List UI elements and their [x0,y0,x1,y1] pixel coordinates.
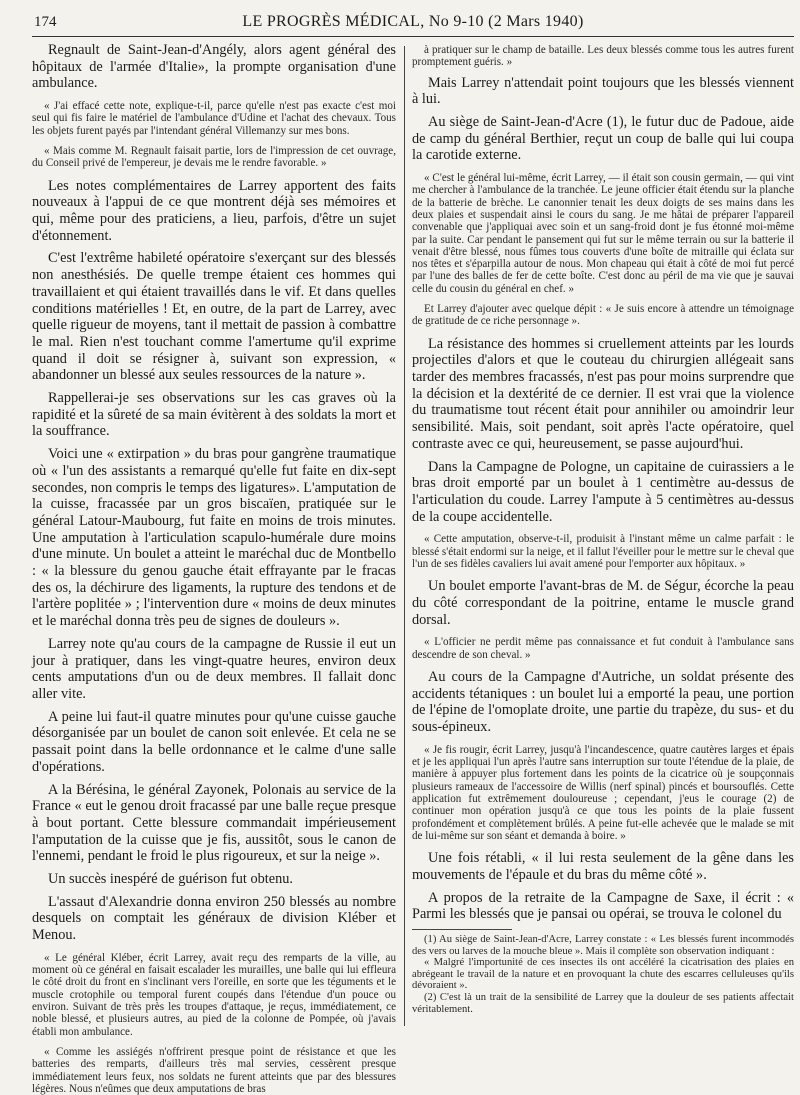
body-paragraph: Voici une « extirpation » du bras pour gangrène traumatique où « l'un des assistants a remarqué qu'elle fut faite en dix-sept secondes, non compris le temps des ligatures». L'amputation de la cuisse, fracassée par un gros biscaïen, pratiquée sur le général Latour-Maubourg, fut faite en moins de trois minutes. Une amputation à l'articulation scapulo-humérale dure moins d'une minute. Un boulet a atteint le maréchal duc de Montbello : « la blessure du genou gauche était effrayante par le fracas des os, la déchirure des ligaments, la rupture des tendons et de l'artère poplitée » ; l'intervention dure « moins de deux minutes et le maréchal donna très peu de signes de douleurs ». [32,446,396,630]
quoted-passage: « Mais comme M. Regnault faisait partie, lors de l'impression de cet ouvrage, du Conseil privé de l'empereur, je devais me le rendre favorable. » [32,145,396,170]
page-number: 174 [34,14,57,30]
quoted-passage: Et Larrey d'ajouter avec quelque dépit : « Je suis encore à attendre un témoignage de gratitude de ce riche personnage ». [412,303,794,328]
footnote: (2) C'est là un trait de la sensibilité de Larrey que la douleur de ses patients affectait véritablement. [412,991,794,1015]
quoted-passage: « L'officier ne perdit même pas connaissance et fut conduit à l'ambulance sans descendre de son cheval. » [412,636,794,661]
quoted-passage: à pratiquer sur le champ de bataille. Les deux blessés comme tous les autres furent promptement guéris. » [412,44,794,69]
body-paragraph: Au cours de la Campagne d'Autriche, un soldat présente des accidents tétaniques : un boulet lui a emporté la peau, une portion de l'épine de l'omoplate droite, une partie du trapèze, du sus- et du sous-épineux. [412,669,794,736]
quoted-passage: « Le général Kléber, écrit Larrey, avait reçu des remparts de la ville, au moment où ce général en faisait escalader les murailles, une balle qui lui effleura le côté droit du front en s'inclinant vers l'oreille, en sorte que les téguments et le muscle crotophile ou temporal furent coupés dans l'étendue d'un pouce ou environ. Suivant de très près les troupes d'attaque, je reçus, immédiatement, ce noble blessé, et plusieurs autres, au pied de la colonne de Pompée, où j'avais établi mon ambulance. [32,951,396,1038]
body-paragraph: L'assaut d'Alexandrie donna environ 250 blessés au nombre desquels on comptait les généraux de division Kléber et Menou. [32,893,396,944]
quoted-passage: « Je fis rougir, écrit Larrey, jusqu'à l'incandescence, quatre cautères larges et épais et je les appliquai l'un après l'autre sans interruption sur toute l'étendue de la plaie, de manière à appuyer plus fortement dans les points de la cicatrice où je soupçonnais plusieurs rameaux de l'accessoire de Willis (nerf spinal) pincés et boursouflés. Cette application fut extrêmement douloureuse ; cependant, j'eus le courage (2) de continuer mon opération jusqu'à ce que tous les points de la plaie fussent profondément et complètement brûlés. A peine fut-elle achevée que le malade se mit de lui-même sur son séant et demanda à boire. » [412,743,794,842]
quoted-passage: « J'ai effacé cette note, explique-t-il, parce qu'elle n'est pas exacte c'est moi seul qui fis faire le matériel de l'ambulance d'Udine et l'achat des chevaux. Tous les objets furent payés par l'intendant général Villemanzy sur mes bons. [32,100,396,137]
body-paragraph: Un succès inespéré de guérison fut obtenu. [48,871,293,888]
body-paragraph: Les notes complémentaires de Larrey apportent des faits nouveaux à l'appui de ce que montrent déjà ses mémoires et qui, même pour des praticiens, a lieu, parfois, d'être un sujet d'étonnement. [32,177,396,244]
body-paragraph: Rappellerai-je ses observations sur les cas graves où la rapidité et la sûreté de sa main évitèrent à des soldats la mort et la souffrance. [32,390,396,440]
body-paragraph: Une fois rétabli, « il lui resta seulement de la gêne dans les mouvements de l'épaule et du bras du même côté ». [412,850,794,883]
footnote-rule [412,929,512,930]
quoted-passage: « C'est le général lui-même, écrit Larrey, — il était son cousin germain, — qui vint me chercher à l'ambulance de la tranchée. Le jeune officier était étendu sur la planche de la batterie de brèche. Le canonnier tenait les deux doigts de ses mains dans les deux plaies et suspendait ainsi le cours du sang. Je me hâtai de préparer l'appareil convenable que j'appliquai avec soin et un sang-froid dont je fus étonné moi-même par la suite. Car pendant le pansement qui fut sur le même terrain ou sur la batterie il venait d'être blessé, nous fûmes tous couverts d'une boîte de mitraille qui éclata sur nos têtes et s'éparpilla autour de nous. Mon chapeau qui était à côté de moi fut percé par l'une des balles de fer de cette boîte. C'est donc au péril de ma vie que je sauvai celle du cousin du général en chef. » [412,172,794,295]
journal-title: LE PROGRÈS MÉDICAL, No 9-10 (2 Mars 1940) [242,13,584,30]
running-header [32,12,794,36]
body-paragraph: Mais Larrey n'attendait point toujours que les blessés viennent à lui. [412,74,794,108]
body-paragraph: A propos de la retraite de la Campagne de Saxe, il écrit : « Parmi les blessés que je pansai ou opérai, se trouva le colonel du [412,889,794,923]
body-paragraph: Un boulet emporte l'avant-bras de M. de Ségur, écorche la peau du côté correspondant de la poitrine, entame le muscle grand dorsal. [412,578,794,628]
right-column [412,42,794,1030]
footnotes [412,934,794,1015]
right-column-body [412,44,794,923]
body-paragraph: A peine lui faut-il quatre minutes pour qu'une cuisse gauche désorganisée par un boulet de canon soit enlevée. Et cela ne se passait point dans la belle ordonnance et le calme d'une salle d'opérations. [32,708,396,775]
body-paragraph: C'est l'extrême habileté opératoire s'exerçant sur des blessés non anesthésiés. De quelle trempe étaient ces hommes qui travaillaient et qui étaient travaillés dans le vif. Et dans quelles conditions matérielles ! Et, en outre, de la part de Larrey, avec quelle rigueur de moyens, tant il mettait de passion à combattre le mal. Rien n'est touchant comme l'amertume qu'il exprime quand il doit se résigner à, suivant son expression, « abandonner un blessé aux seules ressources de la nature ». [32,250,396,384]
body-paragraph: Larrey note qu'au cours de la campagne de Russie il eut un jour à pratiquer, dans les vingt-quatre heures, environ deux cents amputations d'un ou de deux membres. Il fallait donc aller vite. [32,635,396,702]
header-rule [32,36,794,37]
body-paragraph: Dans la Campagne de Pologne, un capitaine de cuirassiers a le bras droit emporté par un boulet à 1 centimètre au-dessus de l'articulation du coude. Larrey l'ampute à 5 centimètres au-dessus de la coupe accidentelle. [412,458,794,525]
body-paragraph: Au siège de Saint-Jean-d'Acre (1), le futur duc de Padoue, aide de camp du général Berthier, reçut un coup de balle qui lui coupa la carotide externe. [412,114,794,164]
body-paragraph: Regnault de Saint-Jean-d'Angély, alors agent général des hôpitaux de l'armée d'Italie», la prompte organisation d'une ambulance. [32,42,396,92]
footnote: (1) Au siège de Saint-Jean-d'Acre, Larrey constate : « Les blessés furent incommodés des vers ou larves de la mouche bleue ». Mais il complète son observation indiquant : [412,934,794,957]
footnote: « Malgré l'importunité de ces insectes ils ont accéléré la cicatrisation des plaies en abrégeant le travail de la nature et en provoquant la chute des escarres celluleuses qu'ils dévoraient ». [412,957,794,992]
column-divider [404,46,405,1026]
quoted-passage: « Cette amputation, observe-t-il, produisit à l'instant même un calme parfait : le blessé s'était endormi sur la neige, et il fallut l'éveiller pour le mettre sur le cheval que l'un de ses fidèles cavaliers lui avait amené pour l'emporter aux hôpitaux. » [412,533,794,570]
body-paragraph: A la Bérésina, le général Zayonek, Polonais au service de la France « eut le genou droit fracassé par une balle reçue presque à bout portant. Cette blessure commandait impérieusement l'amputation de la cuisse que je fis, aussitôt, sous le canon de l'ennemi, pendant le froid le plus rigoureux, et sur la neige ». [32,781,396,865]
body-paragraph: La résistance des hommes si cruellement atteints par les lourds projectiles d'alors et que le couteau du chirurgien allégeait sans tarder des membres fracassés, n'est pas pour moins surprendre que la décision et la dextérité de ce dernier. Il est vrai que la violence du traumatisme tout récent était pour annihiler ou amoindrir leur sensibilité. Mais, soit pendant, soit après l'acte opératoire, quel contraste avec ce qui, heureusement, se passe aujourd'hui. [412,335,794,452]
left-column [32,42,396,1095]
quoted-passage: « Comme les assiégés n'offrirent presque point de résistance et que les batteries des remparts, d'ailleurs très mal servies, cessèrent presque immédiatement leurs feux, nos soldats ne furent atteints que par des blessures légères. Nous n'eûmes que deux amputations de bras [32,1045,396,1095]
